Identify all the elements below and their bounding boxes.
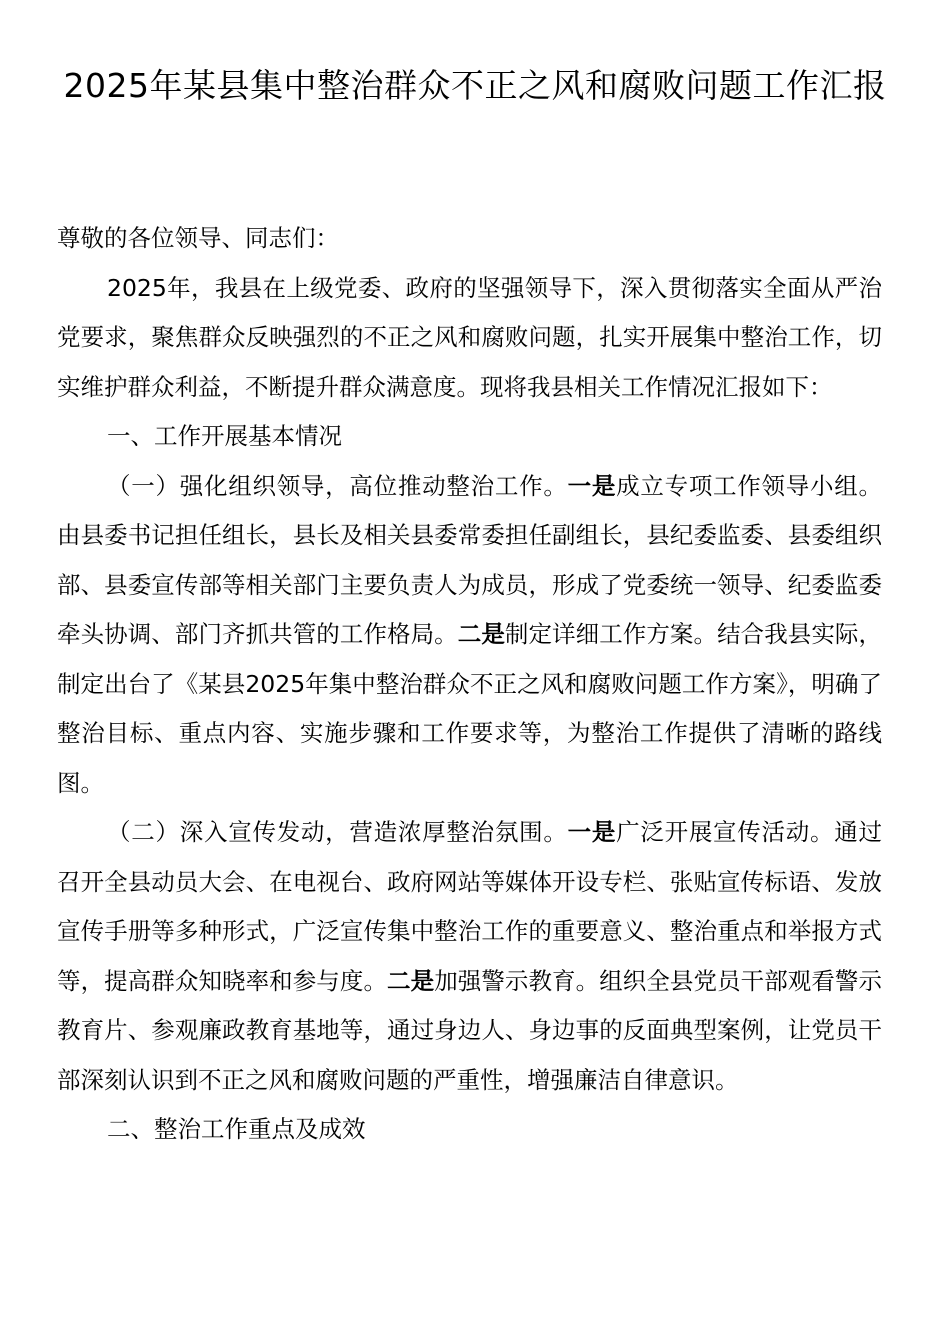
paragraph-text: 制定详细工作方案。结合我县实际，制定出台了《某县2025年集中整治群众不正之风和腐败问题工作方案》，明确了整治目标、重点内容、实施步骤和工作要求等，为整治工作提供了清晰的路线图。: [57, 620, 883, 797]
paragraph-text: 广泛开展宣传活动。通过召开全县动员大会、在电视台、政府网站等媒体开设专栏、张贴宣传标语、发放宣传手册等多种形式，广泛宣传集中整治工作的重要意义、整治重点和举报方式等，提高群众知晓率和参与度。: [57, 818, 883, 995]
paragraph-lead: （二）深入宣传发动，营造浓厚整治氛围。: [107, 818, 568, 846]
document-body: [57, 214, 882, 1155]
paragraph-text: 加强警示教育。组织全县党员干部观看警示教育片、参观廉政教育基地等，通过身边人、身边事的反面典型案例，让党员干部深刻认识到不正之风和腐败问题的严重性，增强廉洁自律意识。: [57, 966, 883, 1094]
document-title: 2025年某县集中整治群众不正之风和腐败问题工作汇报: [63, 66, 887, 105]
bold-marker: 二是: [457, 620, 505, 648]
section-heading-2: 二、整治工作重点及成效: [107, 1115, 366, 1143]
paragraph-lead: （一）强化组织领导，高位推动整治工作。: [107, 471, 568, 500]
section-heading-1: 一、工作开展基本情况: [107, 422, 342, 450]
paragraph-text: 成立专项工作领导小组。由县委书记担任组长，县长及相关县委常委担任副组长，县纪委监委、县委组织部、县委宣传部等相关部门主要负责人为成员，形成了党委统一领导、纪委监委牵头协调、部门齐抓共管的工作格局。: [57, 471, 883, 648]
bold-marker: 二是: [387, 966, 435, 995]
paragraph-publicity: [57, 808, 882, 1105]
bold-marker: 一是: [567, 818, 617, 846]
paragraph-organization: [57, 462, 882, 809]
intro-paragraph: 2025年，我县在上级党委、政府的坚强领导下，深入贯彻落实全面从严治党要求，聚焦群众反映强烈的不正之风和腐败问题，扎实开展集中整治工作，切实维护群众利益，不断提升群众满意度。现将我县相关工作情况汇报如下：: [57, 273, 882, 401]
bold-marker: 一是: [567, 471, 617, 500]
salutation: 尊敬的各位领导、同志们：: [57, 224, 339, 252]
